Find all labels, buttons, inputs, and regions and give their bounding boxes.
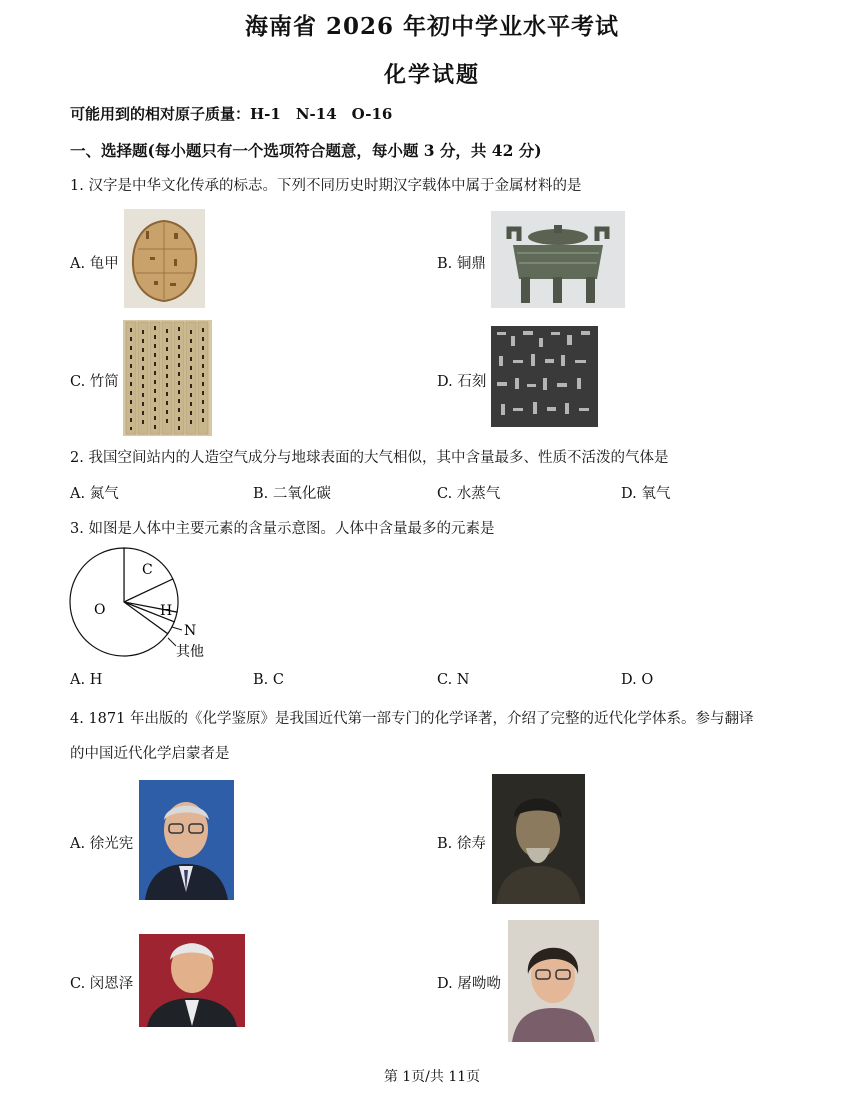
q3-option-c[interactable]: C. N [437, 672, 470, 688]
q3-option-d[interactable]: D. O [621, 672, 654, 688]
question-4-stem-line1: 4. 1871 年出版的《化学鉴原》是我国近代第一部专门的化学译著，介绍了完整的近代化学体系。参与翻译 [70, 711, 754, 727]
stone-inscription-photo [491, 326, 598, 427]
pie-label-n: N [184, 623, 197, 639]
atomic-masses: 可能用到的相对原子质量：H-1 N-14 O-16 [70, 105, 393, 123]
q2-option-a[interactable]: A. 氮气 [70, 486, 119, 502]
q2-option-b[interactable]: B. 二氧化碳 [253, 486, 331, 502]
element-content-pie-chart [62, 546, 222, 666]
page-footer: 第 1页/共 11页 [383, 1069, 481, 1085]
q3-option-b[interactable]: B. C [253, 672, 284, 688]
bamboo-slips-photo [123, 320, 212, 436]
pie-label-o: O [94, 602, 106, 618]
portrait-photo [492, 774, 585, 904]
q1-option-a[interactable]: A. 龟甲 [70, 256, 119, 272]
pie-label-other: 其他 [176, 644, 204, 660]
q1-option-c[interactable]: C. 竹简 [70, 374, 119, 390]
q4-option-b[interactable]: B. 徐寿 [437, 836, 486, 852]
q4-option-a[interactable]: A. 徐光宪 [70, 836, 134, 852]
q2-option-c[interactable]: C. 水蒸气 [437, 486, 501, 502]
pie-label-h: H [160, 603, 173, 619]
q4-option-d[interactable]: D. 屠呦呦 [437, 976, 501, 992]
portrait-photo [139, 934, 245, 1027]
q2-option-d[interactable]: D. 氧气 [621, 486, 671, 502]
portrait-photo [139, 780, 234, 900]
subject-title: 化学试题 [383, 62, 480, 88]
q4-option-c[interactable]: C. 闵恩泽 [70, 976, 134, 992]
pie-label-c: C [142, 562, 153, 578]
section-heading: 一、选择题(每小题只有一个选项符合题意，每小题 3 分，共 42 分) [70, 141, 542, 160]
q3-option-a[interactable]: A. H [70, 672, 103, 688]
turtle-shell-photo [124, 209, 205, 308]
portrait-photo [508, 920, 599, 1042]
exam-title: 海南省 2026 年初中学业水平考试 [244, 13, 620, 40]
question-4-stem-line2: 的中国近代化学启蒙者是 [70, 746, 230, 762]
question-2-stem: 2. 我国空间站内的人造空气成分与地球表面的大气相似，其中含量最多、性质不活泼的气体是 [70, 450, 669, 466]
q1-option-b[interactable]: B. 铜鼎 [437, 256, 486, 272]
question-3-stem: 3. 如图是人体中主要元素的含量示意图。人体中含量最多的元素是 [70, 521, 495, 537]
question-1-stem: 1. 汉字是中华文化传承的标志。下列不同历史时期汉字载体中属于金属材料的是 [70, 178, 582, 194]
bronze-ding-photo [491, 211, 625, 308]
pie-slices [70, 548, 178, 656]
q1-option-d[interactable]: D. 石刻 [437, 374, 487, 390]
